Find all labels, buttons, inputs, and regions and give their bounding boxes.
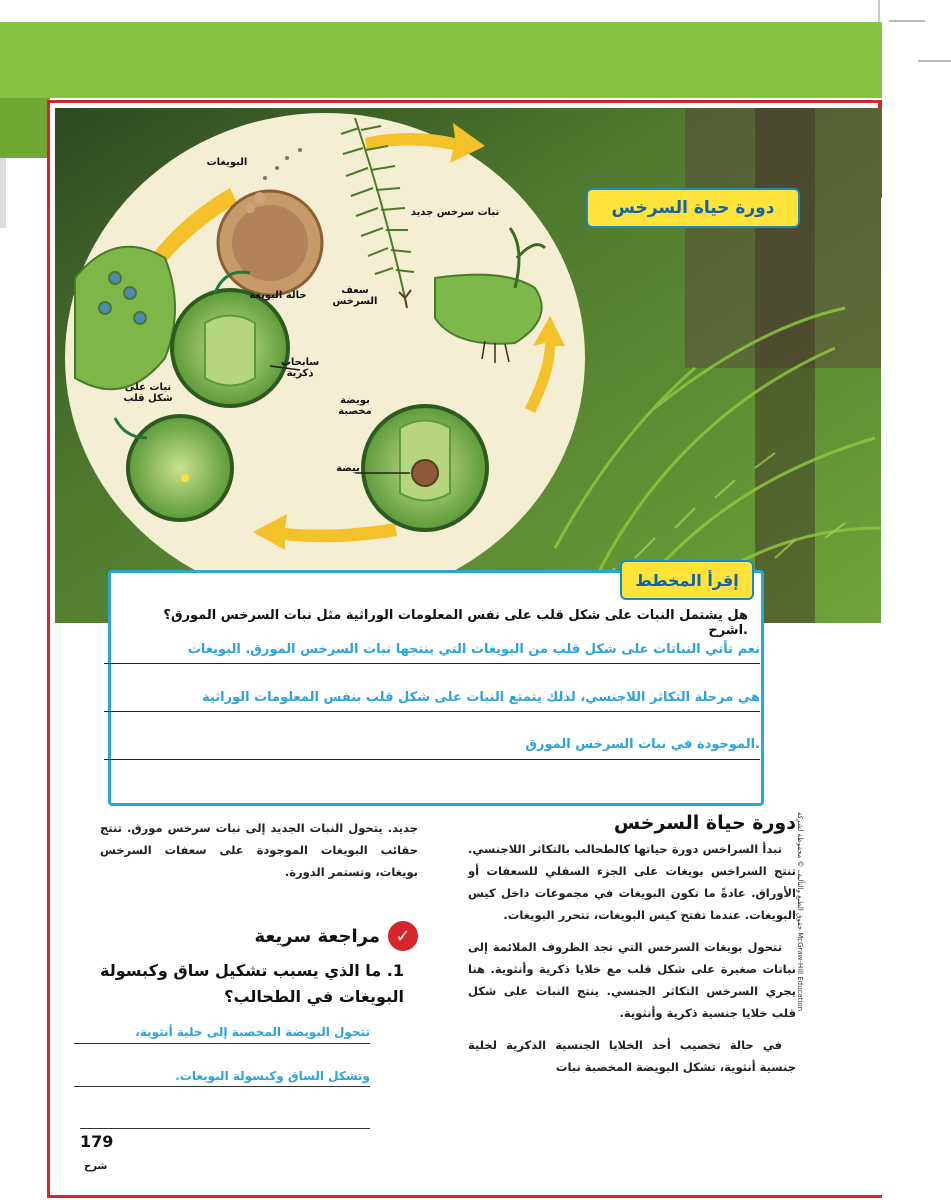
page-label: شرح <box>84 1161 108 1172</box>
article-column <box>468 812 796 1088</box>
read-diagram-label: إقرأ المخطط <box>620 560 754 600</box>
review-question-1 <box>82 958 404 1010</box>
article-heading: دورة حياة السرخس <box>613 812 796 834</box>
article-paragraph-2: تتحول بويغات السرخس التي تجد الظروف الملائمة إلى نباتات صغيرة على شكل قلب مع خلايا ذكرية وأنثوية. هنا يجري السرخس التكاثر الجنسي. ينتج النبات على شكل قلب خلايا جنسية ذكرية وأنثوية. <box>468 940 796 1020</box>
answer-line-2: هي مرحلة التكاثر اللاجنسي، لذلك يتمتع النبات على شكل قلب بنفس المعلومات الوراثية <box>202 690 760 705</box>
fern-photo <box>55 108 881 623</box>
read-diagram-question: هل يشتمل النبات على شكل قلب على نفس المعلومات الوراثية مثل نبات السرخس المورق؟ اشرح. <box>163 608 748 638</box>
new-fern-drawing <box>435 275 542 344</box>
left-shadow <box>0 158 6 228</box>
review-answer-line-1: تتحول البويضة المخصبة إلى خلية أنثوية، <box>135 1025 370 1039</box>
article-paragraph-1: تبدأ السراخس دورة حياتها كالطحالب بالتكاثر اللاجنسي. تنتج السراخس بويغات على الجزء السفلي للسعفات أو الأوراق. عادةً ما تكون البويغات في مجموعات داخل كيس البويغات. عندما تفتح كيس البويغات، تتحرر البويغات. <box>468 842 796 922</box>
label-frond: سعف السرخس <box>332 285 378 307</box>
label-new-fern: نبات سرخس جديد <box>410 207 500 218</box>
answer-line-1: نعم تأتي النباتات على شكل قلب من البويغات التي ينتجها نبات السرخس المورق. البويغات <box>187 642 760 657</box>
article-paragraph-3: في حالة تخصيب أحد الخلايا الجنسية الذكرية لخلية جنسية أنثوية، تشكل البويضة المخصبة نبات <box>468 1038 796 1074</box>
page-number: 179 <box>80 1132 114 1151</box>
review-answer-line-2: وتشكل الساق وكبسولة البويغات. <box>175 1069 370 1083</box>
label-sporangium: حالة البويغة <box>249 290 307 301</box>
answer-rule-3 <box>104 759 760 760</box>
fern-life-cycle-figure <box>55 108 881 623</box>
quick-review-title: مراجعة سريعة <box>254 925 380 947</box>
label-fertilized-egg: بويضة مخصبة <box>338 395 372 417</box>
copyright-notice: حقوق الطبع والتأليف © محفوظة لشركة McGraw-Hill Education <box>796 812 804 1012</box>
question-number: 1. <box>386 961 404 980</box>
label-spores: البويغات <box>206 157 248 168</box>
figure-title-banner: دورة حياة السرخس <box>586 188 800 228</box>
checkmark-icon: ✓ <box>388 921 418 951</box>
footer-rule <box>80 1128 370 1129</box>
label-egg: بيضة <box>336 463 360 474</box>
review-answer-rule-2 <box>74 1086 370 1087</box>
question-text: ما الذي يسبب تشكيل ساق وكبسولة البويغات في الطحالب؟ <box>100 961 404 1006</box>
review-answer-rule-1 <box>74 1043 370 1044</box>
answer-line-3: الموجودة في نبات السرخس المورق. <box>525 737 760 752</box>
quick-review-header <box>210 918 418 954</box>
article-continuation: جديد. يتحول النبات الجديد إلى نبات سرخس مورق. تنتج حقائب البويغات الموجودة على سعفات السرخس بويغات، وتستمر الدورة. <box>100 821 418 879</box>
read-diagram-box <box>108 570 764 806</box>
label-heart-plant: نبات على شكل قلب <box>123 382 173 404</box>
left-green-strip <box>0 98 50 158</box>
archegonium-cell <box>128 416 232 520</box>
answer-rule-1 <box>104 663 760 664</box>
answer-rule-2 <box>104 711 760 712</box>
header-green-band <box>0 22 882 98</box>
label-sperm: سابحات ذكرية <box>280 357 320 379</box>
